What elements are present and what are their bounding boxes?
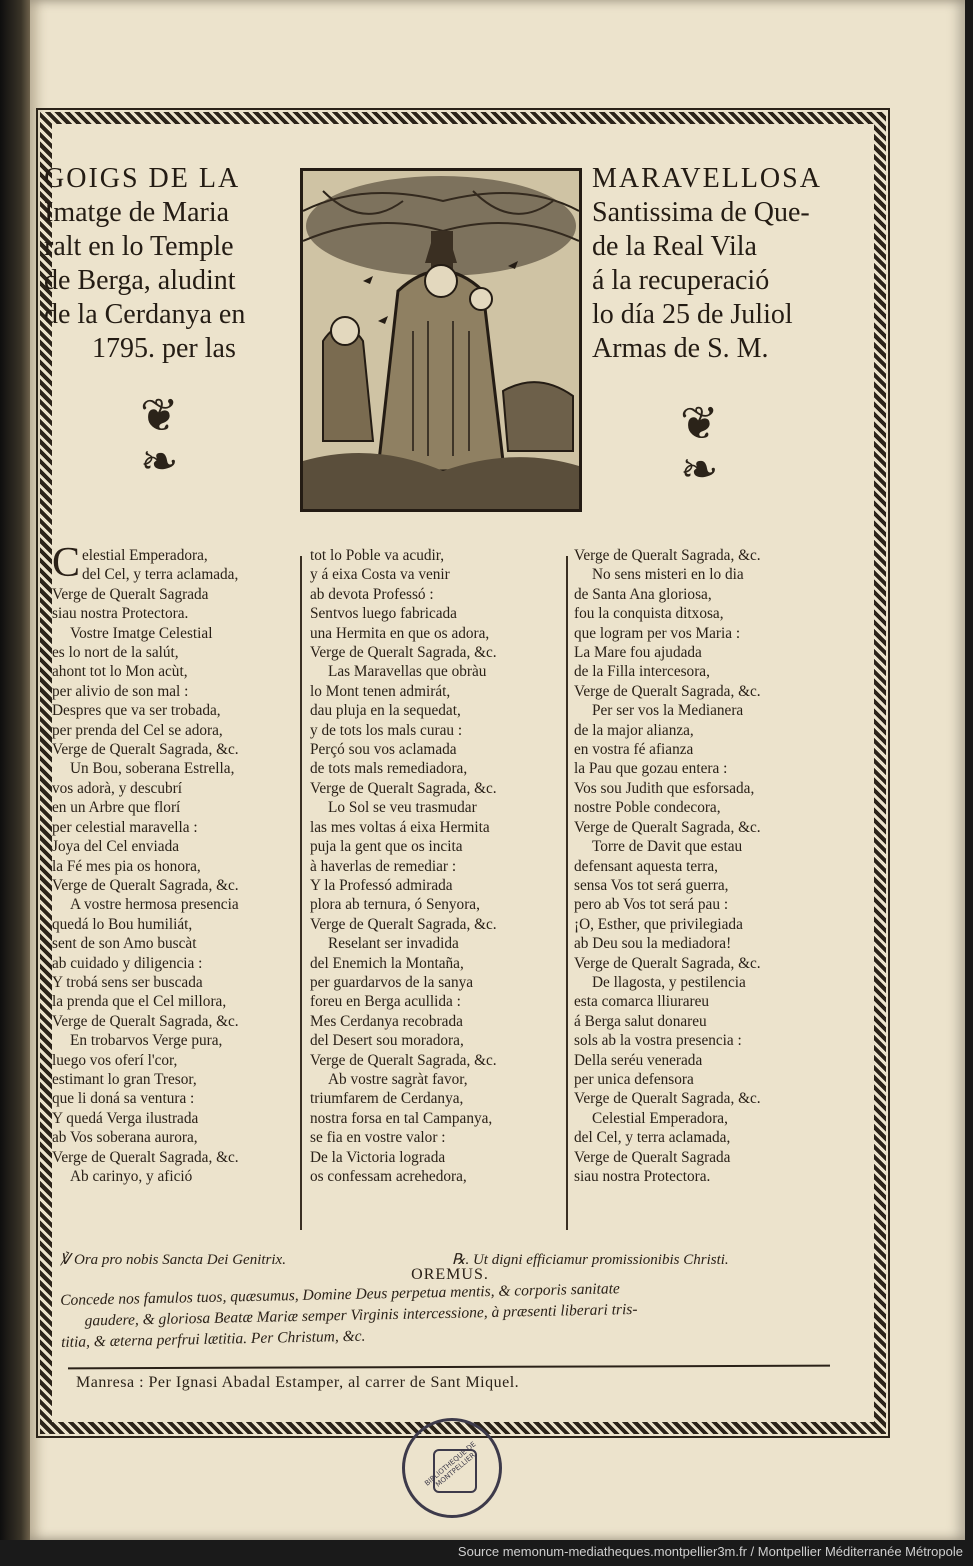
- verse-line: foreu en Berga acullida :: [310, 993, 461, 1011]
- verse-line: del Cel, y terra aclamada,: [574, 1129, 731, 1147]
- verse-line: sensa Vos tot será guerra,: [574, 876, 729, 894]
- verse-line: en vostra fé afianza: [574, 741, 694, 759]
- column-rule: [566, 556, 568, 1230]
- hymn-column-3: [574, 546, 852, 1186]
- binding-edge: [0, 0, 30, 1540]
- verse-line: siau nostra Protectora.: [574, 1168, 711, 1185]
- title-line: MARAVELLOSA: [592, 163, 822, 194]
- column-rule: [300, 556, 302, 1230]
- virgin-woodcut-image: [300, 168, 582, 512]
- verse-line: fou la conquista ditxosa,: [574, 605, 724, 623]
- verse-line: á Berga salut donareu: [574, 1012, 707, 1030]
- title-line: 1795. per las: [92, 333, 236, 364]
- title-line: Armas de S. M.: [592, 333, 769, 364]
- verse-line: Celestial Emperadora,: [592, 1109, 728, 1127]
- verse-line: per unica defensora: [574, 1070, 694, 1088]
- verse-line: No sens misteri en lo dia: [592, 566, 744, 584]
- verse-line: Verge de Queralt Sagrada, &c.: [52, 741, 239, 759]
- verse-line: la Fé mes pia os honora,: [52, 857, 201, 875]
- title-left: [44, 162, 294, 366]
- verse-line: Vostre Imatge Celestial: [70, 624, 213, 642]
- verse-line: las mes voltas á eixa Hermita: [310, 818, 490, 836]
- printer-imprint: Manresa : Per Ignasi Abadal Estamper, al carrer de Sant Miquel.: [76, 1374, 520, 1391]
- verse-line: Y la Professó admirada: [310, 876, 453, 894]
- verse-line: es lo nort de la salút,: [52, 644, 179, 662]
- verse-line: La Mare fou ajudada: [574, 644, 702, 662]
- verse-line: Un Bou, soberana Estrella,: [70, 760, 235, 778]
- verse-line: en un Arbre que florí: [52, 799, 181, 817]
- verse-line: se fia en vostre valor :: [310, 1129, 446, 1147]
- verse-line: tot lo Poble va acudir,: [310, 547, 445, 564]
- verse-line: elestial Emperadora,: [82, 547, 208, 564]
- verse-line: del Cel, y terra aclamada,: [82, 566, 239, 584]
- prayer-line: gaudere, & gloriosa Beatæ Mariæ semper Virginis intercessione, à præsenti liberari tris-: [84, 1300, 638, 1330]
- verse-line: Y trobá sens ser buscada: [52, 973, 203, 991]
- verse-line: ¡O, Esther, que privilegiada: [574, 915, 743, 933]
- verse-line: Verge de Queralt Sagrada, &c.: [310, 1051, 497, 1069]
- verse-line: Verge de Queralt Sagrada: [52, 585, 209, 603]
- library-stamp: [402, 1418, 502, 1518]
- verse-line: De la Victoria lograda: [310, 1148, 446, 1166]
- verse-line: A vostre hermosa presencia: [70, 896, 239, 914]
- verse-line: luego vos oferí l'cor,: [52, 1051, 178, 1069]
- verse-line: per guardarvos de la sanya: [310, 973, 474, 991]
- fleuron-right-icon: ❦ ❧: [680, 396, 719, 496]
- drop-cap: C: [52, 540, 81, 586]
- response: ℞. Ut digni efficiamur promissionibis Christi.: [452, 1252, 729, 1268]
- verse-line: ab Deu sou la mediadora!: [574, 935, 732, 953]
- verse-line: Verge de Queralt Sagrada, &c.: [574, 818, 761, 836]
- verse-line: vos adorà, y descubrí: [52, 779, 182, 797]
- hymn-column-1: [52, 540, 297, 1186]
- oremus-heading: OREMUS.: [411, 1266, 489, 1283]
- title-line: GOIGS DE LA: [44, 163, 241, 194]
- verse-line: pero ab Vos tot será pau :: [574, 896, 729, 914]
- versicle: ℣ Ora pro nobis Sancta Dei Genitrix.: [60, 1252, 286, 1268]
- title-line: á la recuperació: [592, 265, 770, 296]
- verse-line: Verge de Queralt Sagrada, &c.: [310, 915, 497, 933]
- verse-line: Sentvos luego fabricada: [310, 605, 457, 623]
- hymn-columns: [52, 540, 852, 1236]
- title-line: lo día 25 de Juliol: [592, 299, 793, 330]
- verse-line: del Desert sou moradora,: [310, 1032, 464, 1050]
- verse-line: una Hermita en que os adora,: [310, 624, 490, 642]
- source-credit: Source memonum-mediatheques.montpellier3m.fr / Montpellier Méditerranée Métropole: [457, 1544, 963, 1559]
- verse-line: Ab carinyo, y afició: [70, 1168, 193, 1185]
- verse-line: Reselant ser invadida: [328, 935, 459, 953]
- verse-line: y á eixa Costa va venir: [310, 566, 450, 584]
- title-line: de Berga, aludint: [44, 265, 236, 296]
- prayer-line: titia, & æterna perfrui lætitia. Per Christum, &c.: [60, 1327, 366, 1351]
- verse-line: Verge de Queralt Sagrada, &c.: [574, 547, 761, 564]
- verse-line: plora ab ternura, ó Senyora,: [310, 896, 480, 914]
- verse-line: Verge de Queralt Sagrada, &c.: [574, 1090, 761, 1108]
- hymn-column-2: [310, 546, 562, 1186]
- verse-line: per prenda del Cel se adora,: [52, 721, 223, 739]
- verse-line: siau nostra Protectora.: [52, 605, 189, 623]
- verse-line: Perçó sou vos aclamada: [310, 741, 457, 759]
- verse-line: Mes Cerdanya recobrada: [310, 1012, 463, 1030]
- verse-line: Y quedá Verga ilustrada: [52, 1109, 199, 1127]
- verse-line: quedá lo Bou humiliát,: [52, 915, 193, 933]
- verse-line: Verge de Queralt Sagrada: [574, 1148, 731, 1166]
- title-line: ralt en lo Temple: [44, 231, 234, 262]
- verse-line: Torre de Davit que estau: [592, 838, 743, 856]
- verse-line: sols ab la vostra presencia :: [574, 1032, 742, 1050]
- verse-line: Verge de Queralt Sagrada, &c.: [574, 682, 761, 700]
- verse-line: defensant aquesta terra,: [574, 857, 718, 875]
- verse-line: En trobarvos Verge pura,: [70, 1032, 223, 1050]
- verse-line: Della seréu venerada: [574, 1051, 703, 1069]
- verse-line: Verge de Queralt Sagrada, &c.: [310, 779, 497, 797]
- stamp-text: BIBLIOTHEQUE DE MONTPELLIER: [423, 1440, 478, 1489]
- title-right: [592, 162, 832, 366]
- title-line: de la Real Vila: [592, 231, 757, 262]
- verse-line: triumfarem de Cerdanya,: [310, 1090, 464, 1108]
- verse-line: y de tots los mals curau :: [310, 721, 463, 739]
- verse-line: Verge de Queralt Sagrada, &c.: [52, 1012, 239, 1030]
- verse-line: dau pluja en la sequedat,: [310, 702, 461, 720]
- verse-line: estimant lo gran Tresor,: [52, 1070, 197, 1088]
- verse-line: ab cuidado y diligencia :: [52, 954, 203, 972]
- prayer-line: Concede nos famulos tuos, quæsumus, Domine Deus perpetua mentis, & corporis sanitate: [60, 1280, 620, 1309]
- verse-line: la Pau que gozau entera :: [574, 760, 728, 778]
- verse-line: De llagosta, y pestilencia: [592, 973, 746, 991]
- verse-line: Verge de Queralt Sagrada, &c.: [52, 876, 239, 894]
- verse-line: nostre Poble condecora,: [574, 799, 721, 817]
- verse-line: Per ser vos la Medianera: [592, 702, 744, 720]
- verse-line: sent de son Amo buscàt: [52, 935, 197, 953]
- fleuron-left-icon: ❦ ❧: [140, 388, 179, 488]
- verse-line: à haverlas de remediar :: [310, 857, 457, 875]
- verse-line: Ab vostre sagràt favor,: [328, 1070, 468, 1088]
- verse-line: ab Vos soberana aurora,: [52, 1129, 198, 1147]
- verse-line: Joya del Cel enviada: [52, 838, 180, 856]
- verse-line: puja la gent que os incita: [310, 838, 463, 856]
- verse-line: per celestial maravella :: [52, 818, 198, 836]
- verse-line: ahont tot lo Mon acùt,: [52, 663, 188, 681]
- verse-line: de la major alianza,: [574, 721, 694, 739]
- title-line: Santissima de Que-: [592, 197, 810, 228]
- verse-line: Las Maravellas que obràu: [328, 663, 487, 681]
- verse-line: Verge de Queralt Sagrada, &c.: [310, 644, 497, 662]
- verse-line: que logram per vos Maria :: [574, 624, 741, 642]
- verse-line: la prenda que el Cel millora,: [52, 993, 227, 1011]
- verse-line: Despres que va ser trobada,: [52, 702, 221, 720]
- verse-line: que li doná sa ventura :: [52, 1090, 195, 1108]
- verse-line: Verge de Queralt Sagrada, &c.: [52, 1148, 239, 1166]
- verse-line: de la Filla intercesora,: [574, 663, 710, 681]
- verse-line: esta comarca lliurareu: [574, 993, 710, 1011]
- title-line: de la Cerdanya en: [44, 299, 246, 330]
- verse-line: Vos sou Judith que esforsada,: [574, 779, 755, 797]
- verse-line: de Santa Ana gloriosa,: [574, 585, 712, 603]
- verse-line: ab devota Professó :: [310, 585, 434, 603]
- verse-line: Verge de Queralt Sagrada, &c.: [574, 954, 761, 972]
- verse-line: de tots mals remediadora,: [310, 760, 468, 778]
- verse-line: del Enemich la Montaña,: [310, 954, 464, 972]
- title-line: Imatge de Maria: [44, 197, 230, 228]
- verse-line: nostra forsa en tal Campanya,: [310, 1109, 493, 1127]
- verse-line: os confessam acrehedora,: [310, 1168, 467, 1185]
- verse-line: lo Mont tenen admirát,: [310, 682, 451, 700]
- verse-line: Lo Sol se veu trasmudar: [328, 799, 477, 817]
- verse-line: per alivio de son mal :: [52, 682, 189, 700]
